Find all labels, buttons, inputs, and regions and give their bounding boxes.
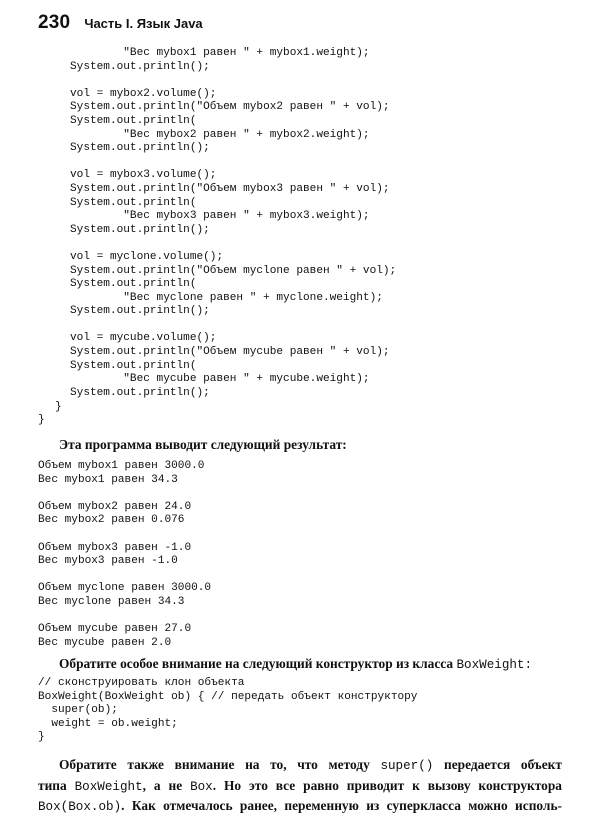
code-line: "Вес mybox2 равен " + mybox2.weight); [70, 128, 370, 141]
code-listing-main [70, 47, 396, 400]
text-run: . Но это все равно приводит к вызову конструктора [212, 777, 562, 793]
code-line: System.out.println(); [70, 305, 210, 318]
code-line: // сконструировать клон объекта [38, 677, 245, 689]
code-line: System.out.println("Объем mycube равен " + vol); [70, 346, 390, 359]
code-line [70, 319, 396, 333]
inline-code: BoxWeight [74, 779, 143, 794]
output-line: Объем mybox3 равен -1.0 [38, 541, 192, 554]
code-line: "Вес mycube равен " + mycube.weight); [70, 373, 370, 386]
code-line [70, 74, 396, 88]
code-line: System.out.println("Объем mybox3 равен " + vol); [70, 182, 390, 195]
output-line: Объем mycube равен 27.0 [38, 623, 192, 636]
running-title: Часть I. Язык Java [84, 16, 203, 31]
code-line: System.out.println(); [70, 386, 210, 399]
output-line: Вес mybox1 равен 34.3 [38, 473, 178, 486]
text-run: . Как отмечалось ранее, переменную из суперкласса можно исполь- [121, 798, 562, 813]
output-line: Объем mybox1 равен 3000.0 [38, 460, 205, 472]
output-line [38, 569, 211, 583]
constructor-note-class: BoxWeight: [456, 658, 533, 672]
output-line: Вес mybox3 равен -1.0 [38, 555, 178, 568]
code-line: System.out.println(); [70, 223, 210, 236]
output-line: Вес mybox2 равен 0.076 [38, 514, 185, 527]
code-line: weight = ob.weight; [38, 717, 178, 730]
code-line [70, 156, 396, 170]
paragraph-line [38, 796, 562, 817]
code-line: "Вес myclone равен " + myclone.weight); [70, 291, 383, 304]
paragraph-line [38, 755, 562, 776]
output-line [38, 528, 211, 542]
code-line: BoxWeight(BoxWeight ob) { // передать объект конструктору [38, 690, 418, 703]
inline-code: super() [380, 759, 434, 773]
code-line: super(ob); [38, 704, 118, 717]
page-header [38, 12, 203, 36]
closing-brace-inner: } [55, 401, 62, 413]
code-line: "Вес mybox3 равен " + mybox3.weight); [70, 210, 370, 223]
output-line: Объем myclone равен 3000.0 [38, 582, 212, 595]
program-output [38, 460, 211, 650]
code-line: vol = mycube.volume(); [70, 332, 217, 345]
text-run: типа [38, 777, 67, 793]
code-line [70, 237, 396, 251]
code-line: System.out.println(); [70, 142, 210, 155]
code-line: } [38, 731, 45, 744]
code-line: System.out.println( [70, 114, 197, 127]
code-line: "Вес mybox1 равен " + mybox1.weight); [70, 47, 370, 59]
output-line [38, 610, 211, 624]
output-line [38, 487, 211, 501]
code-line: System.out.println( [70, 196, 197, 209]
output-intro: Эта программа выводит следующий результат: [59, 437, 347, 452]
closing-brace-outer: } [38, 414, 45, 426]
text-run: передается объект [444, 757, 562, 772]
constructor-note [59, 654, 532, 675]
code-line: System.out.println(); [70, 60, 210, 73]
final-paragraph [38, 755, 562, 817]
code-line: vol = mybox2.volume(); [70, 87, 217, 100]
output-line: Объем mybox2 равен 24.0 [38, 500, 192, 513]
output-line: Вес mycube равен 2.0 [38, 636, 172, 649]
text-run: , а не [142, 777, 183, 793]
text-run: Обратите также внимание на то, что методу [59, 757, 370, 772]
output-line: Вес myclone равен 34.3 [38, 595, 185, 608]
code-line: vol = myclone.volume(); [70, 250, 224, 263]
code-line: System.out.println("Объем mybox2 равен " + vol); [70, 101, 390, 114]
code-listing-constructor [38, 677, 417, 745]
code-line: System.out.println("Объем myclone равен " + vol); [70, 264, 397, 277]
code-line: vol = mybox3.volume(); [70, 169, 217, 182]
inline-code: Box [190, 779, 213, 794]
constructor-note-text: Обратите особое внимание на следующий конструктор из класса [59, 656, 454, 671]
code-line: System.out.println( [70, 278, 197, 291]
inline-code: Box(Box.ob) [38, 800, 122, 814]
page-number: 230 [38, 12, 71, 33]
paragraph-line [38, 776, 562, 797]
code-line: System.out.println( [70, 359, 197, 372]
